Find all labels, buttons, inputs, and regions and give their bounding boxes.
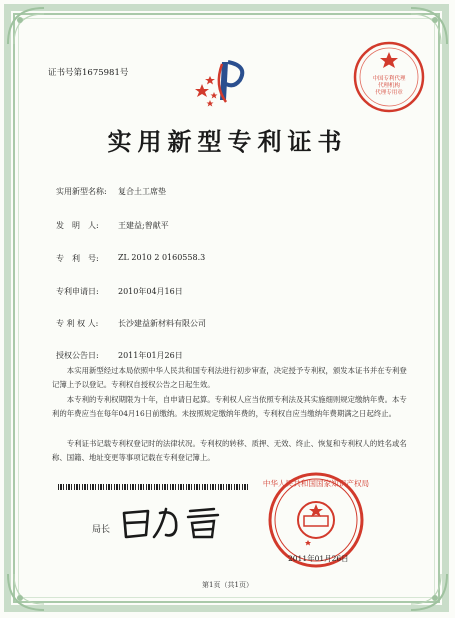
certificate-title: 实用新型专利证书 [107, 127, 348, 156]
certificate-number: 证书号第1675981号 [48, 68, 129, 78]
director-signature [118, 503, 228, 543]
paragraph-grant: 本实用新型经过本局依照中华人民共和国专利法进行初步审查，决定授予专利权，颁发本证书并在专利登记簿上予以登记。专利权自授权公告之日起生效。 [52, 366, 407, 390]
field-inventor-label: 发 明 人: [56, 221, 99, 230]
seal-line: 中国专利代理 [372, 76, 406, 82]
agency-seal-text [366, 76, 412, 97]
field-grant-date-label: 授权公告日: [56, 351, 99, 360]
field-grant-date-value: 2011年01月26日 [118, 351, 183, 360]
field-name-value: 复合土工席垫 [118, 187, 166, 196]
corner-ornament-icon [409, 572, 449, 612]
national-seal-ring-text: 中华人民共和国国家知识产权局 [262, 479, 370, 488]
barcode [58, 484, 248, 490]
field-inventor-value: 王建益;曾献平 [118, 221, 169, 230]
field-owner-label: 专 利 权 人: [56, 319, 99, 328]
field-name-label: 实用新型名称: [56, 187, 107, 196]
page-footer: 第1页（共1页） [202, 581, 253, 589]
field-patent-no-value: ZL 2010 2 0160558.3 [118, 253, 206, 262]
seal-date: 2011年01月26日 [288, 554, 349, 563]
field-filing-date-value: 2010年04月16日 [118, 287, 183, 296]
corner-ornament-icon [6, 6, 46, 46]
field-patent-no-label: 专 利 号: [56, 254, 99, 263]
paragraph-legal-status: 专利证书记载专利权登记时的法律状况。专利权的转移、质押、无效、终止、恢复和专利权人的姓名或名称、国籍、地址变更等事项记载在专利登记簿上。 [52, 439, 407, 463]
patent-office-logo-icon [192, 56, 258, 108]
field-filing-date-label: 专利申请日: [56, 287, 99, 296]
seal-line: 代理专用章 [375, 90, 403, 96]
paragraph-term: 本专利的专利权期限为十年，自申请日起算。专利权人应当依照专利法及其实施细则规定缴纳年费。本专利的年费应当在每年04月16日前缴纳。未按照规定缴纳年费的，专利权自应当缴纳年费期满之日起终止。 [52, 395, 407, 419]
field-owner-value: 长沙建益新材料有限公司 [118, 319, 206, 328]
director-label: 局长 [92, 525, 111, 535]
seal-line: 代理机构 [377, 83, 400, 89]
corner-ornament-icon [6, 572, 46, 612]
